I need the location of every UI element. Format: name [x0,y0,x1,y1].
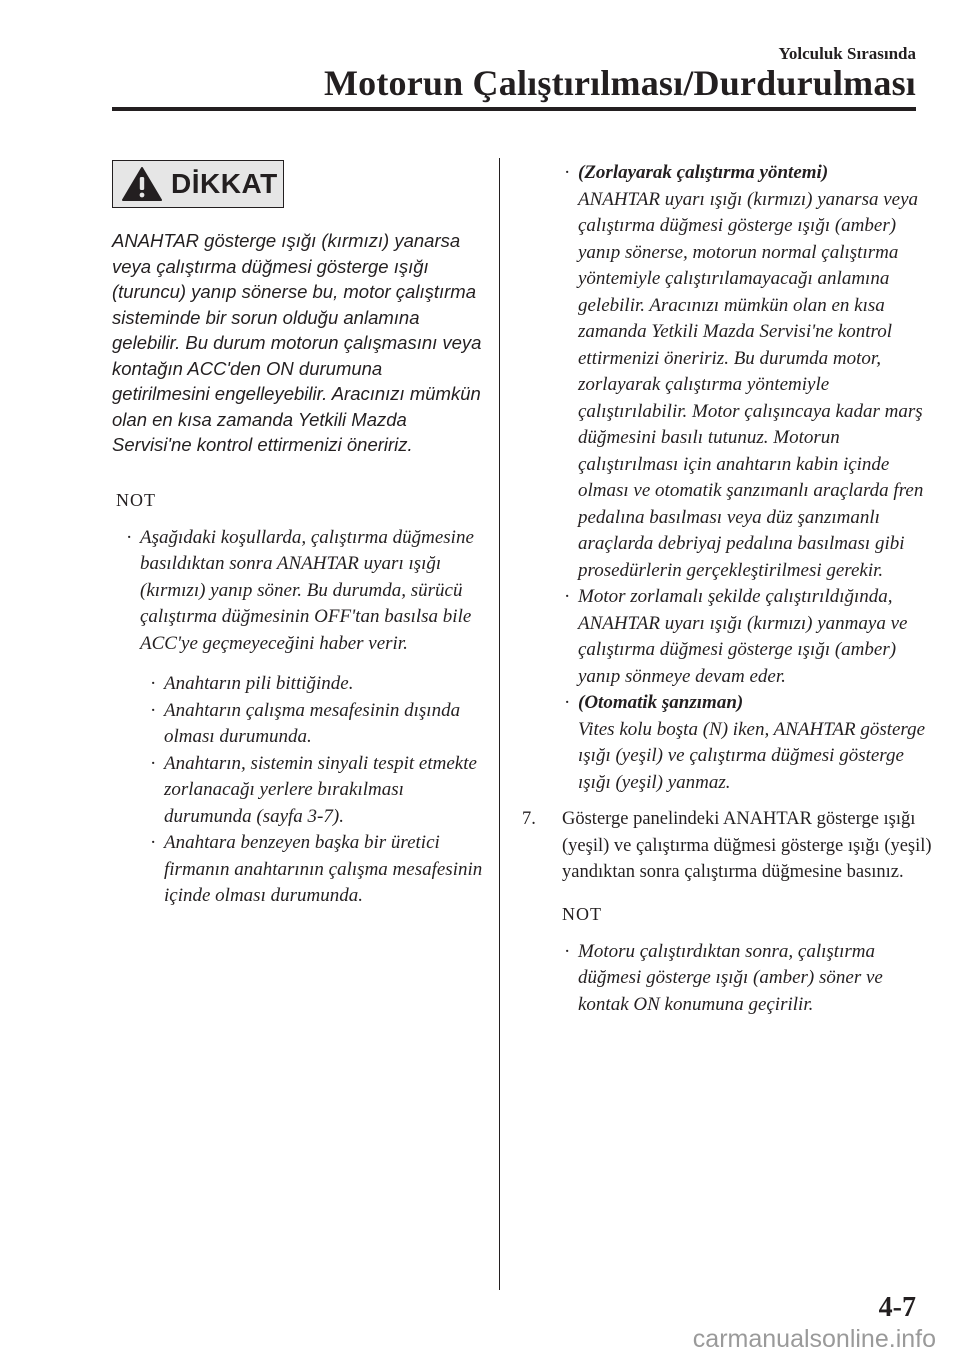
note-sub-list [116,671,484,910]
list-item: · Anahtarın, sistemin sinyali tespit etmekte zorlanacağı yerlere bırakılması durumunda (sayfa 3-7). [150,752,477,827]
step-7: 7. Gösterge panelindeki ANAHTAR gösterge ışığı (yeşil) ve çalıştırma düğmesi gösterge ışığı (yeşil) yandıktan sonra çalıştırma düğmesine basınız. [522,809,932,882]
caution-text: ANAHTAR gösterge ışığı (kırmızı) yanarsa veya çalıştırma düğmesi gösterge ışığı (turuncu) yanıp sönerse bu, motor çalıştırma sisteminde bir sorun olduğu anlamına gelebilir. Bu durum motorun çalışmasını veya kontağın ACC'den ON durumuna getirilmesini engelleyebilir. Aracınızı mümkün olan en kısa zamanda Yetkili Mazda Servisi'ne kontrol ettirmenizi öneririz. [112,230,482,455]
page-number: 4-7 [878,1292,916,1323]
note-bullet: · Motoru çalıştırdıktan sonra, çalıştırma düğmesi gösterge ışığı (amber) söner ve kontak ON konumuna geçirilir. [564,940,883,1015]
list-item: · Anahtarın çalışma mesafesinin dışında olması durumunda. [150,699,461,747]
page-title: Motorun Çalıştırılması/Durdurulması [323,63,916,103]
right-column [522,160,932,1018]
note-heading: NOT [562,903,602,924]
warning-triangle-icon [121,166,163,202]
list-item: · (Zorlayarak çalıştırma yöntemi) ANAHTAR uyarı ışığı (kırmızı) yanarsa veya çalıştırma düğmesi gösterge ışığı (amber) yanıp sönerse, motorun normal çalıştırma yöntemiyle çalıştırılamayacağı anlamına gelebilir. Aracınızı mümkün olan en kısa zamanda Yetkili Mazda Servisi'ne kontrol ettirmenizi öneririz. Bu durumda motor, zorlayarak çalıştırma yöntemiyle çalıştırılabilir. Motor çalışıncaya kadar marş düğmesini basılı tutunuz. Motorun çalıştırılması için anahtarın kabin içinde olması ve otomatik şanzımanlı araçlarda fren pedalına basılması veya düz şanzımanlı araçlarda debriyaj pedalına basılması gibi prosedürlerin gerçekleştirilmesi gerekir. [564,162,924,581]
list-item: · (Otomatik şanzıman) Vites kolu boşta (N) iken, ANAHTAR gösterge ışığı (yeşil) ve çalıştırma düğmesi gösterge ışığı (yeşil) yanmaz. [564,692,926,793]
header-rule [112,107,916,111]
caution-box [112,160,284,208]
left-column [112,160,484,910]
list-item: · Anahtara benzeyen başka bir üretici firmanın anahtarının çalışma mesafesinin içinde olması durumunda. [150,832,483,906]
list-item: · Motor zorlamalı şekilde çalıştırıldığında, ANAHTAR uyarı ışığı (kırmızı) yanmaya ve çalıştırma düğmesi gösterge ışığı (amber) yanıp sönmeye devam eder. [564,586,908,687]
header-section: Yolculuk Sırasında [778,44,916,63]
column-divider [499,158,500,1290]
caution-label: DİKKAT [171,168,278,199]
note-bullet: · Aşağıdaki koşullarda, çalıştırma düğmesine basıldıktan sonra ANAHTAR uyarı ışığı (kırmızı) yanıp söner. Bu durumda, sürücü çalıştırma düğmesinin OFF'tan basılsa bile ACC'ye geçmeyeceğini haber verir. [126,526,474,654]
note-heading: NOT [116,489,156,510]
list-item: · Anahtarın pili bittiğinde. [150,673,354,694]
watermark: carmanualsonline.info [692,1325,936,1353]
